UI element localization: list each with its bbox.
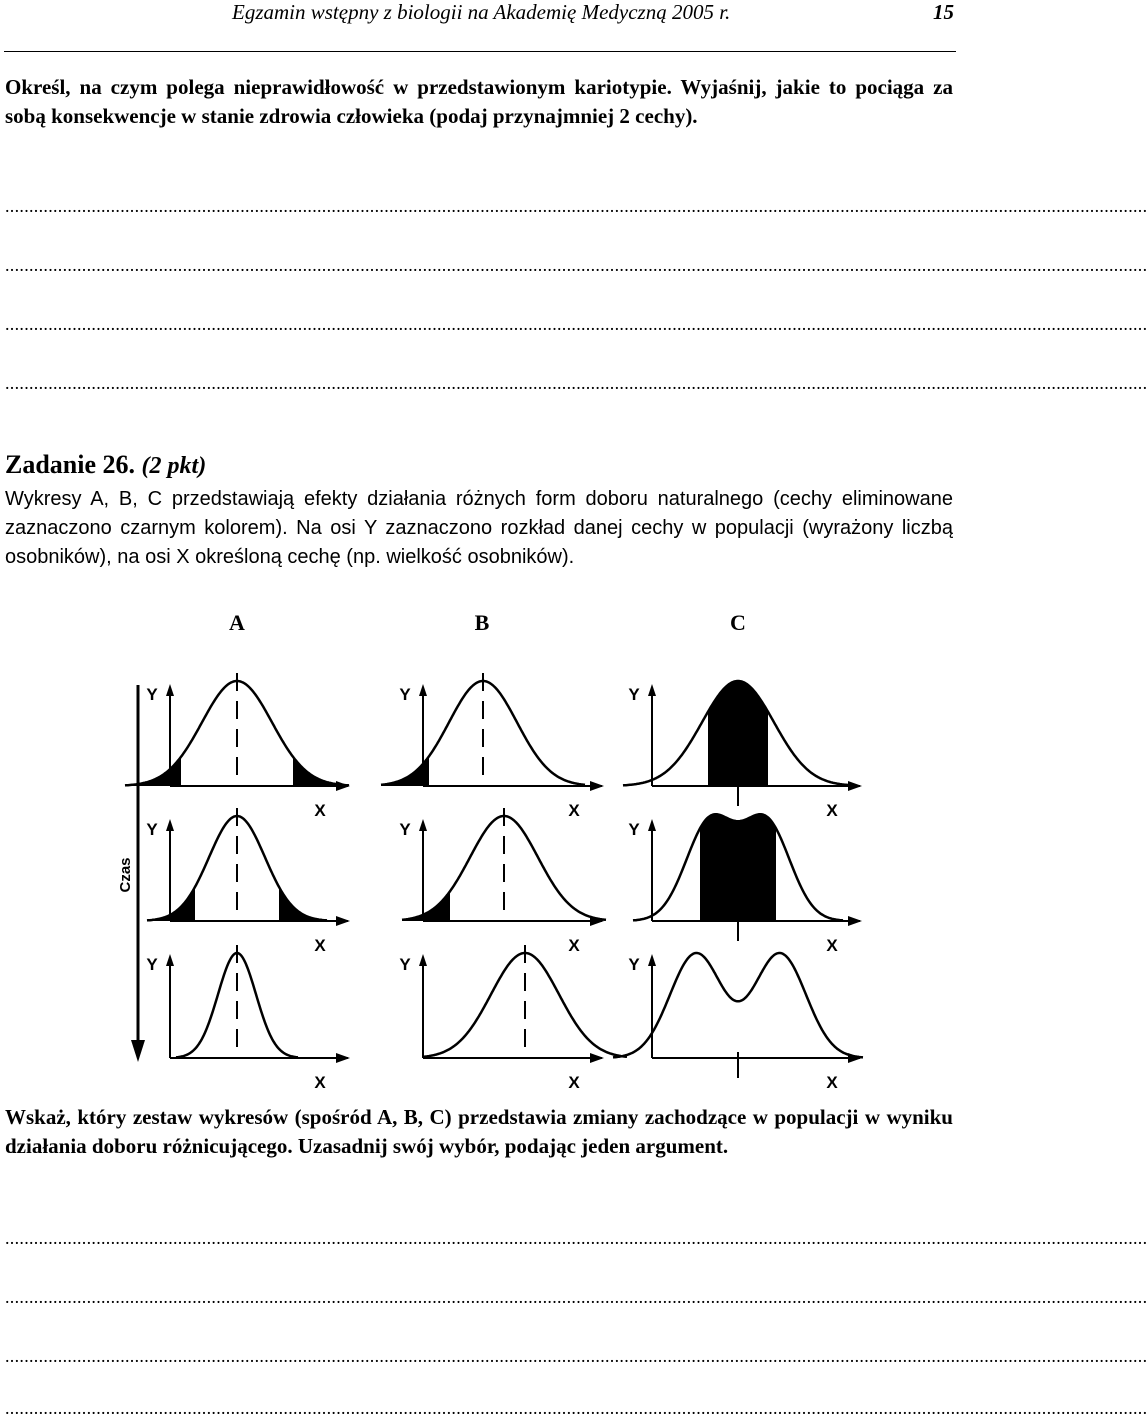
task-points: (2 pkt) (141, 453, 207, 479)
x-axis-arrow (336, 916, 350, 926)
selection-diagram-svg (100, 600, 880, 1100)
page-header (0, 0, 960, 52)
y-axis-arrow (166, 684, 174, 696)
y-axis-arrow (419, 954, 427, 966)
x-axis-arrow (848, 916, 862, 926)
task-title (5, 450, 206, 480)
time-axis-label: Czas (117, 857, 134, 893)
eliminated-region (402, 891, 450, 921)
y-axis-label: Y (399, 820, 411, 839)
x-axis-label: X (568, 801, 580, 820)
y-axis-arrow (166, 819, 174, 831)
x-axis-arrow (590, 781, 604, 791)
task-description: Wykresy A, B, C przedstawiają efekty działania różnych form doboru naturalnego (cechy eliminowane zaznaczono czarnym kolorem). Na osi Y zaznaczono rozkład danej cechy w populacji (wyrażony liczbą osobników), na osi X określoną cechę (np. wielkość osobników). (5, 488, 953, 568)
x-axis-label: X (826, 801, 838, 820)
y-axis-label: Y (399, 955, 411, 974)
y-axis-arrow (648, 819, 656, 831)
x-axis-label: X (568, 936, 580, 955)
x-axis-label: X (826, 1073, 838, 1092)
distribution-curve (613, 953, 863, 1057)
x-axis-label: X (314, 1073, 326, 1092)
answer-line: .............................................................................................................................................................................................................................................. (5, 1346, 1147, 1366)
eliminated-region (381, 756, 429, 786)
answer-line: .............................................................................................................................................................................................................................................. (5, 1398, 1147, 1418)
y-axis-label: Y (146, 685, 158, 704)
header-rule (4, 51, 956, 52)
y-axis-label: Y (146, 955, 158, 974)
column-label-a: A (229, 610, 245, 635)
eliminated-region (293, 757, 349, 786)
column-label-b: B (474, 610, 490, 635)
question-2-text: Wskaż, który zestaw wykresów (spośród A, B, C) przedstawia zmiany zachodzące w populacji w wyniku działania doboru różnicującego. Uzasadnij swój wybór, podając jeden argument. (5, 1105, 953, 1158)
y-axis-arrow (166, 954, 174, 966)
x-axis-label: X (314, 801, 326, 820)
y-axis-label: Y (146, 820, 158, 839)
time-axis-arrow (131, 1040, 145, 1062)
x-axis-label: X (568, 1073, 580, 1092)
header-title: Egzamin wstępny z biologii na Akademię Medyczną 2005 r. (232, 0, 731, 24)
y-axis-label: Y (399, 685, 411, 704)
x-axis-label: X (314, 936, 326, 955)
x-axis-arrow (336, 1053, 350, 1063)
y-axis-label: Y (628, 820, 640, 839)
eliminated-region (700, 814, 776, 921)
y-axis-arrow (419, 819, 427, 831)
y-axis-arrow (648, 684, 656, 696)
answer-line: .............................................................................................................................................................................................................................................. (5, 314, 1147, 334)
question-1-text: Określ, na czym polega nieprawidłowość w przedstawionym kariotypie. Wyjaśnij, jakie to pociąga za sobą konsekwencje w stanie zdrowia człowieka (podaj przynajmniej 2 cechy). (5, 75, 953, 128)
y-axis-arrow (648, 954, 656, 966)
answer-line: .............................................................................................................................................................................................................................................. (5, 1287, 1147, 1307)
answer-line: .............................................................................................................................................................................................................................................. (5, 373, 1147, 393)
y-axis-label: Y (628, 955, 640, 974)
eliminated-region (125, 757, 181, 786)
task-number: Zadanie 26. (5, 450, 136, 479)
page-number: 15 (933, 0, 954, 24)
x-axis-label: X (826, 936, 838, 955)
answer-line: .............................................................................................................................................................................................................................................. (5, 255, 1147, 275)
selection-diagram (100, 600, 880, 1100)
answer-line: .............................................................................................................................................................................................................................................. (5, 1228, 1147, 1248)
answer-line: .............................................................................................................................................................................................................................................. (5, 196, 1147, 216)
column-label-c: C (730, 610, 746, 635)
y-axis-label: Y (628, 685, 640, 704)
y-axis-arrow (419, 684, 427, 696)
x-axis-arrow (590, 1053, 604, 1063)
